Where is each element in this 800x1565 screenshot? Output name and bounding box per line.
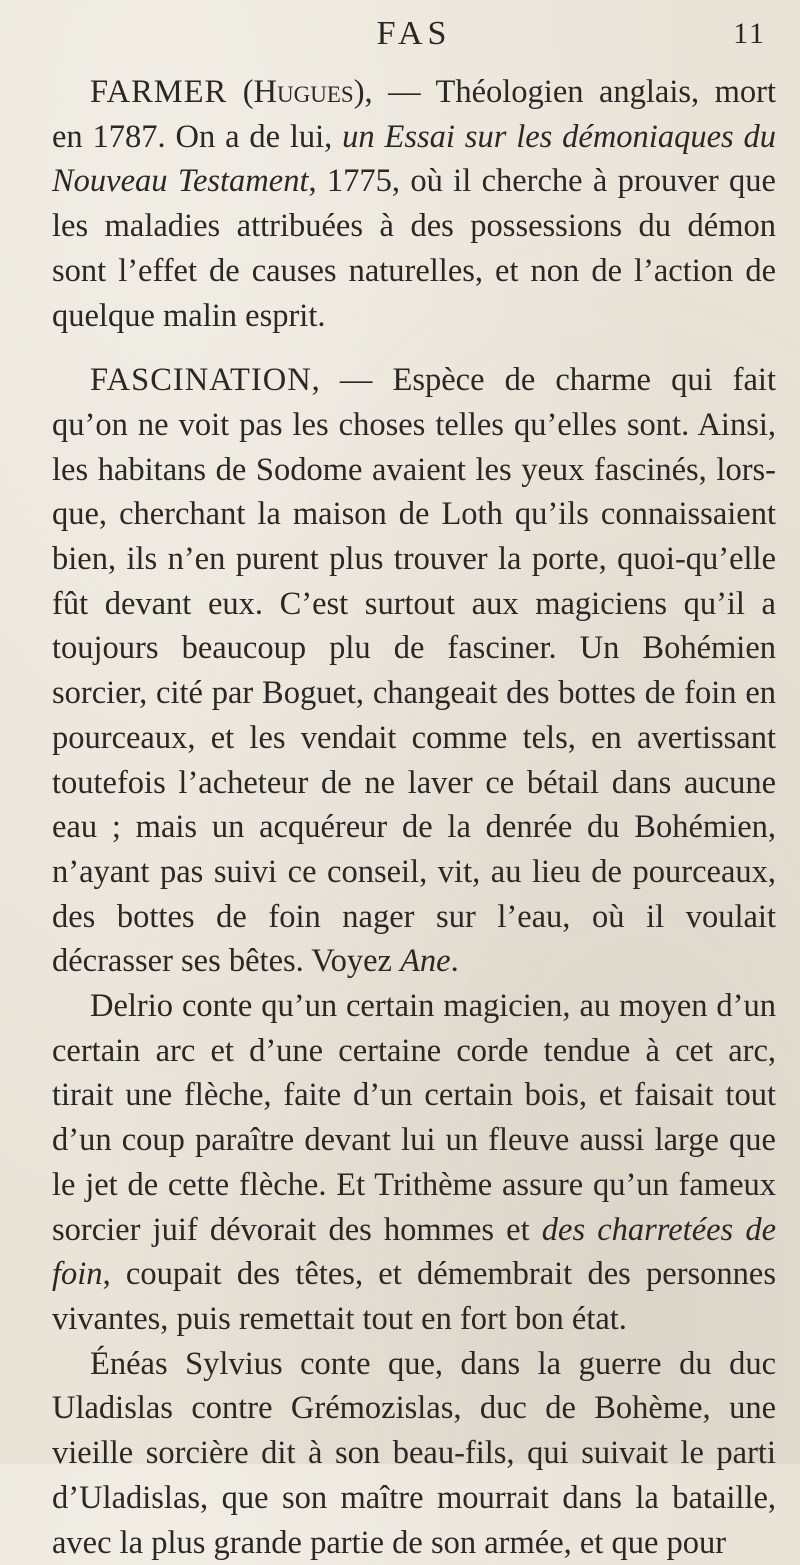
small-caps-text: Hugues (253, 74, 354, 110)
entry-paragraph (52, 358, 776, 984)
running-head (52, 14, 776, 54)
entry-paragraph (52, 1342, 776, 1565)
entry-paragraph (52, 70, 776, 338)
body-text: ( (242, 74, 254, 110)
running-title: FAS (376, 15, 452, 52)
body-text: , coupait des têtes, et démembrait des personnes vivantes, puis remettait tout en fort bon état. (52, 1256, 776, 1337)
entry-headword: FARMER (90, 74, 228, 110)
body-text: , 1775, où il cherche à prouver que les maladies attribuées à des possessions du démon sont l’effet de causes naturelles, et non de l’action de quelque malin esprit. (52, 163, 776, 334)
page-number: 11 (733, 17, 766, 50)
dictionary-entries (52, 70, 776, 1565)
body-text: , — Espèce de charme qui fait qu’on ne voit pas les choses telles qu’elles sont. Ainsi, les habitans de Sodome avaient les yeux fascinés, lors-que, cherchant la maison de Loth qu’ils connaissaient bien, ils n’en purent plus trouver la porte, quoi-qu’elle fût devant eux. C’est surtout aux magiciens qu’il a toujours beaucoup plu de fasciner. Un Bohémien sorcier, cité par Boguet, changeait des bottes de foin en pourceaux, et les vendait comme tels, en avertissant toutefois l’acheteur de ne laver ce bétail dans aucune eau ; mais un acquéreur de la denrée du Bohémien, n’ayant pas suivi ce conseil, vit, au lieu de pourceaux, des bottes de foin nager sur l’eau, où il voulait décrasser ses bêtes. Voyez (52, 362, 776, 980)
italic-text: Ane (400, 943, 451, 980)
body-text: Delrio conte qu’un certain magicien, au moyen d’un certain arc et d’une certaine corde tendue à cet arc, tirait une flèche, faite d’un certain bois, et faisait tout d’un coup paraître devant lui un fleuve aussi large que le jet de cette flèche. Et Trithème assure qu’un fameux sorcier juif dévorait des hommes et (52, 988, 776, 1248)
body-text: Énéas Sylvius conte que, dans la guerre du duc Uladislas contre Grémozislas, duc de Bohème, une vieille sorcière dit à son beau-fils, qui suivait le parti d’Uladislas, que son maître mourrait dans la bataille, avec la plus grande partie de son armée, et que pour (52, 1345, 776, 1561)
italic-text: des charretées de foin (52, 1211, 776, 1293)
entry-fascination (52, 358, 776, 1565)
entry-paragraph (52, 984, 776, 1342)
entry-headword: FASCINATION (90, 362, 312, 399)
body-text: ), — Théologien anglais, mort en 1787. On a de lui, (52, 74, 777, 155)
italic-text: un Essai sur les démoniaques du Nouveau Testament (52, 118, 776, 200)
body-text: . (450, 943, 459, 980)
entry-farmer (52, 70, 776, 338)
